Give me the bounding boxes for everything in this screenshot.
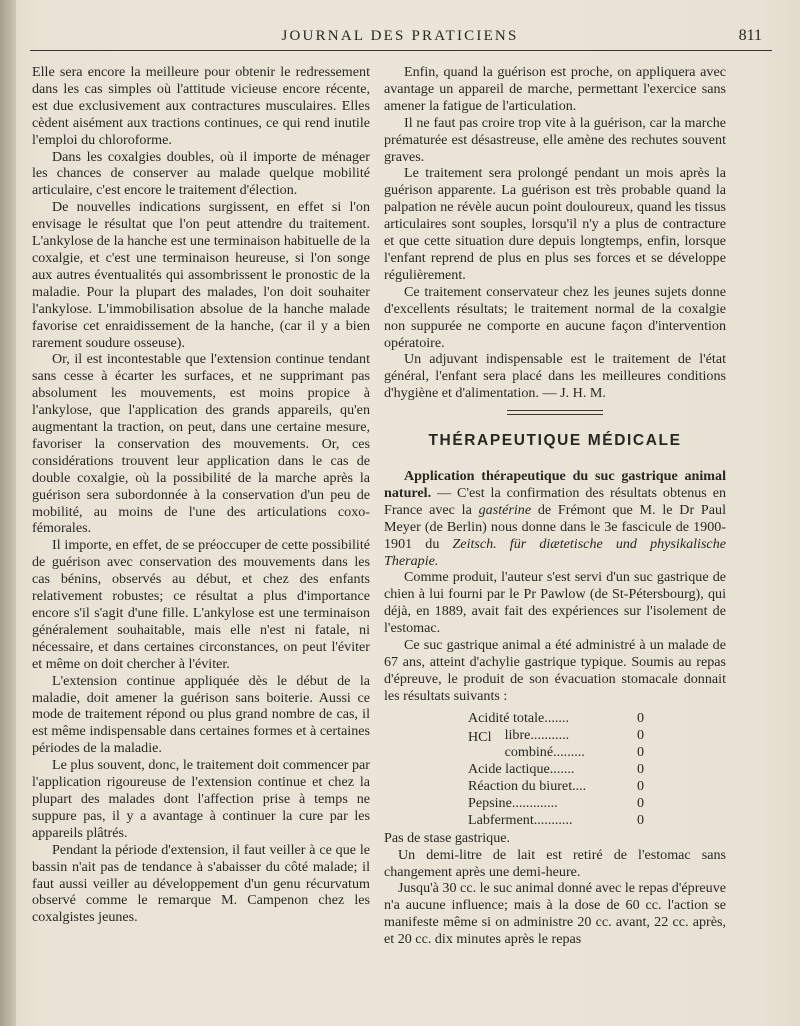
hcl-text: HCl (468, 728, 492, 745)
article-text: — C'est la confirmation des résultats obtenus en France avec la (384, 484, 726, 518)
result-row (468, 761, 644, 778)
paragraph: Comme produit, l'auteur s'est servi d'un suc gastrique de chien à lui fourni par le Pr Pawlow (de St-Pétersbourg), qui déjà, en 1889, avait fait des expériences sur l'isolement de l'estomac. (384, 569, 726, 637)
result-label: libre........... (494, 726, 570, 743)
after-results (384, 830, 726, 948)
result-label: Réaction du biuret.... (468, 777, 587, 794)
result-value: 0 (636, 726, 644, 743)
result-value: 0 (636, 777, 644, 794)
results-table (384, 710, 726, 829)
paragraph: Pas de stase gastrique. (384, 829, 511, 846)
left-column (32, 64, 370, 926)
result-value: 0 (636, 760, 644, 777)
page-binding-shadow (0, 0, 16, 1026)
result-label: Labferment........... (468, 811, 573, 828)
section-divider (507, 410, 603, 415)
hcl-label (468, 729, 492, 746)
result-label: Acidité totale....... (468, 709, 569, 726)
result-label: Acide lactique....... (468, 760, 575, 777)
right-column (384, 64, 726, 948)
article-heading: Application thérapeutique du suc gastrique animal naturel. (384, 468, 726, 501)
journal-reference: Zeitsch. für diætetische und physikalische Therapie. (384, 535, 726, 569)
paragraph: Or, il est incontestable que l'extension continue tendant sans cesse à écarter les surfaces, et ne supprimant pas absolument les mouvements, est moins propice à l'ankylose, que l'application des grands appareils, qu'en augmentant la traction, on peut, dans une certaine mesure, favoriser la conservation des mouvements. Or, ces considérations trouvent leur application dans le cas de double coxalgie, où la possibilité de la marche après la guérison sera subordonnée à la conservation d'un peu de mobilité, au moins de l'une des articulations coxo-fémorales. (32, 351, 370, 537)
article-italic: gastérine (478, 501, 532, 518)
paragraph: Ce suc gastrique animal a été administré à un malade de 67 ans, atteint d'achylie gastrique typique. Soumis au repas d'épreuve, le produit de son évacuation stomacale donnait les résultats suivants : (384, 637, 726, 704)
paragraph: Le plus souvent, donc, le traitement doit commencer par l'application rigoureuse de l'extension continue et chez la plupart des malades dont l'affection prise à temps ne suppure pas, il y a avantage à continuer la cure par les appareils plâtrés. (32, 757, 370, 841)
paragraph: Ce traitement conservateur chez les jeunes sujets donne d'excellents résultats; le traitement normal de la coxalgie non suppurée ne comporte en aucune façon d'intervention opératoire. (384, 283, 726, 351)
result-row (468, 812, 644, 829)
paragraph: Un demi-litre de lait est retiré de l'estomac sans changement après une demi-heure. (384, 846, 726, 880)
paragraph: Pendant la période d'extension, il faut veiller à ce que le bassin n'ait pas de tendance à s'abaisser du côté malade; il faut aussi veiller au développement d'un genu récurvatum observé comme le remarque M. Campenon chez les coxalgistes jeunes. (32, 841, 370, 926)
result-row (494, 727, 644, 744)
paragraph: Le traitement sera prolongé pendant un mois après la guérison apparente. La guérison est très probable quand la palpation ne révèle aucun point douloureux, quand les tissus articulaires sont souples, lorsqu'il n'y a plus de contracture et que cette situation dure depuis longtemps, enfin, lorsque l'enfant reprend de plus en plus ses forces et se développe régulièrement. (384, 165, 726, 283)
paragraph: Enfin, quand la guérison est proche, on appliquera avec avantage un appareil de marche, permettant l'exercice sans amener la fatigue de l'articulation. (384, 64, 726, 114)
paragraph: Il importe, en effet, de se préoccuper de cette possibilité de guérison avec conservation des mouvements dans les cas bénins, observés au début, et chez des enfants relativement robustes; ce résultat a plus d'importance encore s'il s'agit d'une fille. L'ankylose est une terminaison généralement souhaitable, mais elle n'est ni fatale, ni nécessaire, et dans certaines circonstances, on peut l'éviter et même on doit chercher à l'éviter. (32, 537, 370, 672)
result-value: 0 (636, 743, 644, 760)
section-title: THÉRAPEUTIQUE MÉDICALE (428, 432, 682, 450)
result-row (494, 744, 644, 761)
result-label: combiné......... (494, 743, 585, 760)
paragraph: Jusqu'à 30 cc. le suc animal donné avec le repas d'épreuve n'a aucune influence; mais à la dose de 60 cc. l'action se manifeste même si on administre 20 cc. avant, 22 cc. après, et 20 cc. dix minutes après le repas (384, 880, 726, 948)
result-label: Pepsine............. (468, 794, 558, 811)
result-value: 0 (636, 811, 644, 828)
result-value: 0 (636, 794, 644, 811)
paragraph: De nouvelles indications surgissent, en effet si l'on envisage le résultat que l'on peut attendre du traitement. L'ankylose de la hanche est une terminaison habituelle de la coxalgie, et c'est une terminaison heureuse, si l'on songe aux autres éventualités qui assombrissent le pronostic de la maladie. Pour la plupart des malades, l'on doit souhaiter l'ankylose. L'immobilisation absolue de la hanche malade favorise cet enraidissement de la hanche, (car il y a bien rarement soudure osseuse). (32, 199, 370, 351)
paragraph: L'extension continue appliquée dès le début de la maladie, doit amener la guérison sans boiterie. Aussi ce mode de traitement répond ou plus grand nombre de cas, il est même indispensable dans certaines formes et à certaines périodes de la maladie. (32, 672, 370, 757)
journal-title: JOURNAL DES PRATICIENS (281, 28, 519, 44)
header-rule (30, 50, 772, 51)
paragraph: Il ne faut pas croire trop vite à la guérison, car la marche prématurée est désastreuse, elle amène des rechutes souvent graves. (384, 114, 726, 165)
paragraph: Elle sera encore la meilleure pour obtenir le redressement dans les cas simples où l'attitude vicieuse encore récente, est due exclusivement aux contractures musculaires. Elles cèdent aisément aux tractions continues, ce qui rend inutile l'emploi du chloroforme. (32, 64, 370, 148)
result-row (468, 795, 644, 812)
result-value: 0 (636, 709, 644, 726)
running-header (30, 26, 770, 50)
page-number: 811 (738, 27, 762, 44)
result-row (468, 778, 644, 795)
paragraph: Dans les coxalgies doubles, où il importe de ménager les chances de conserver au malade quelque mobilité articulaire, c'est encore le traitement d'élection. (32, 148, 370, 199)
article-paragraph (384, 468, 726, 569)
article-text: de Frémont que M. le Dr Paul Meyer (de Berlin) nous donne dans le 3e fascicule de 1900-1901 du (384, 501, 726, 552)
result-row (468, 710, 644, 727)
paragraph: Un adjuvant indispensable est le traitement de l'état général, l'enfant sera placé dans les meilleures conditions d'hygiène et d'alimentation. — J. H. M. (384, 351, 726, 402)
